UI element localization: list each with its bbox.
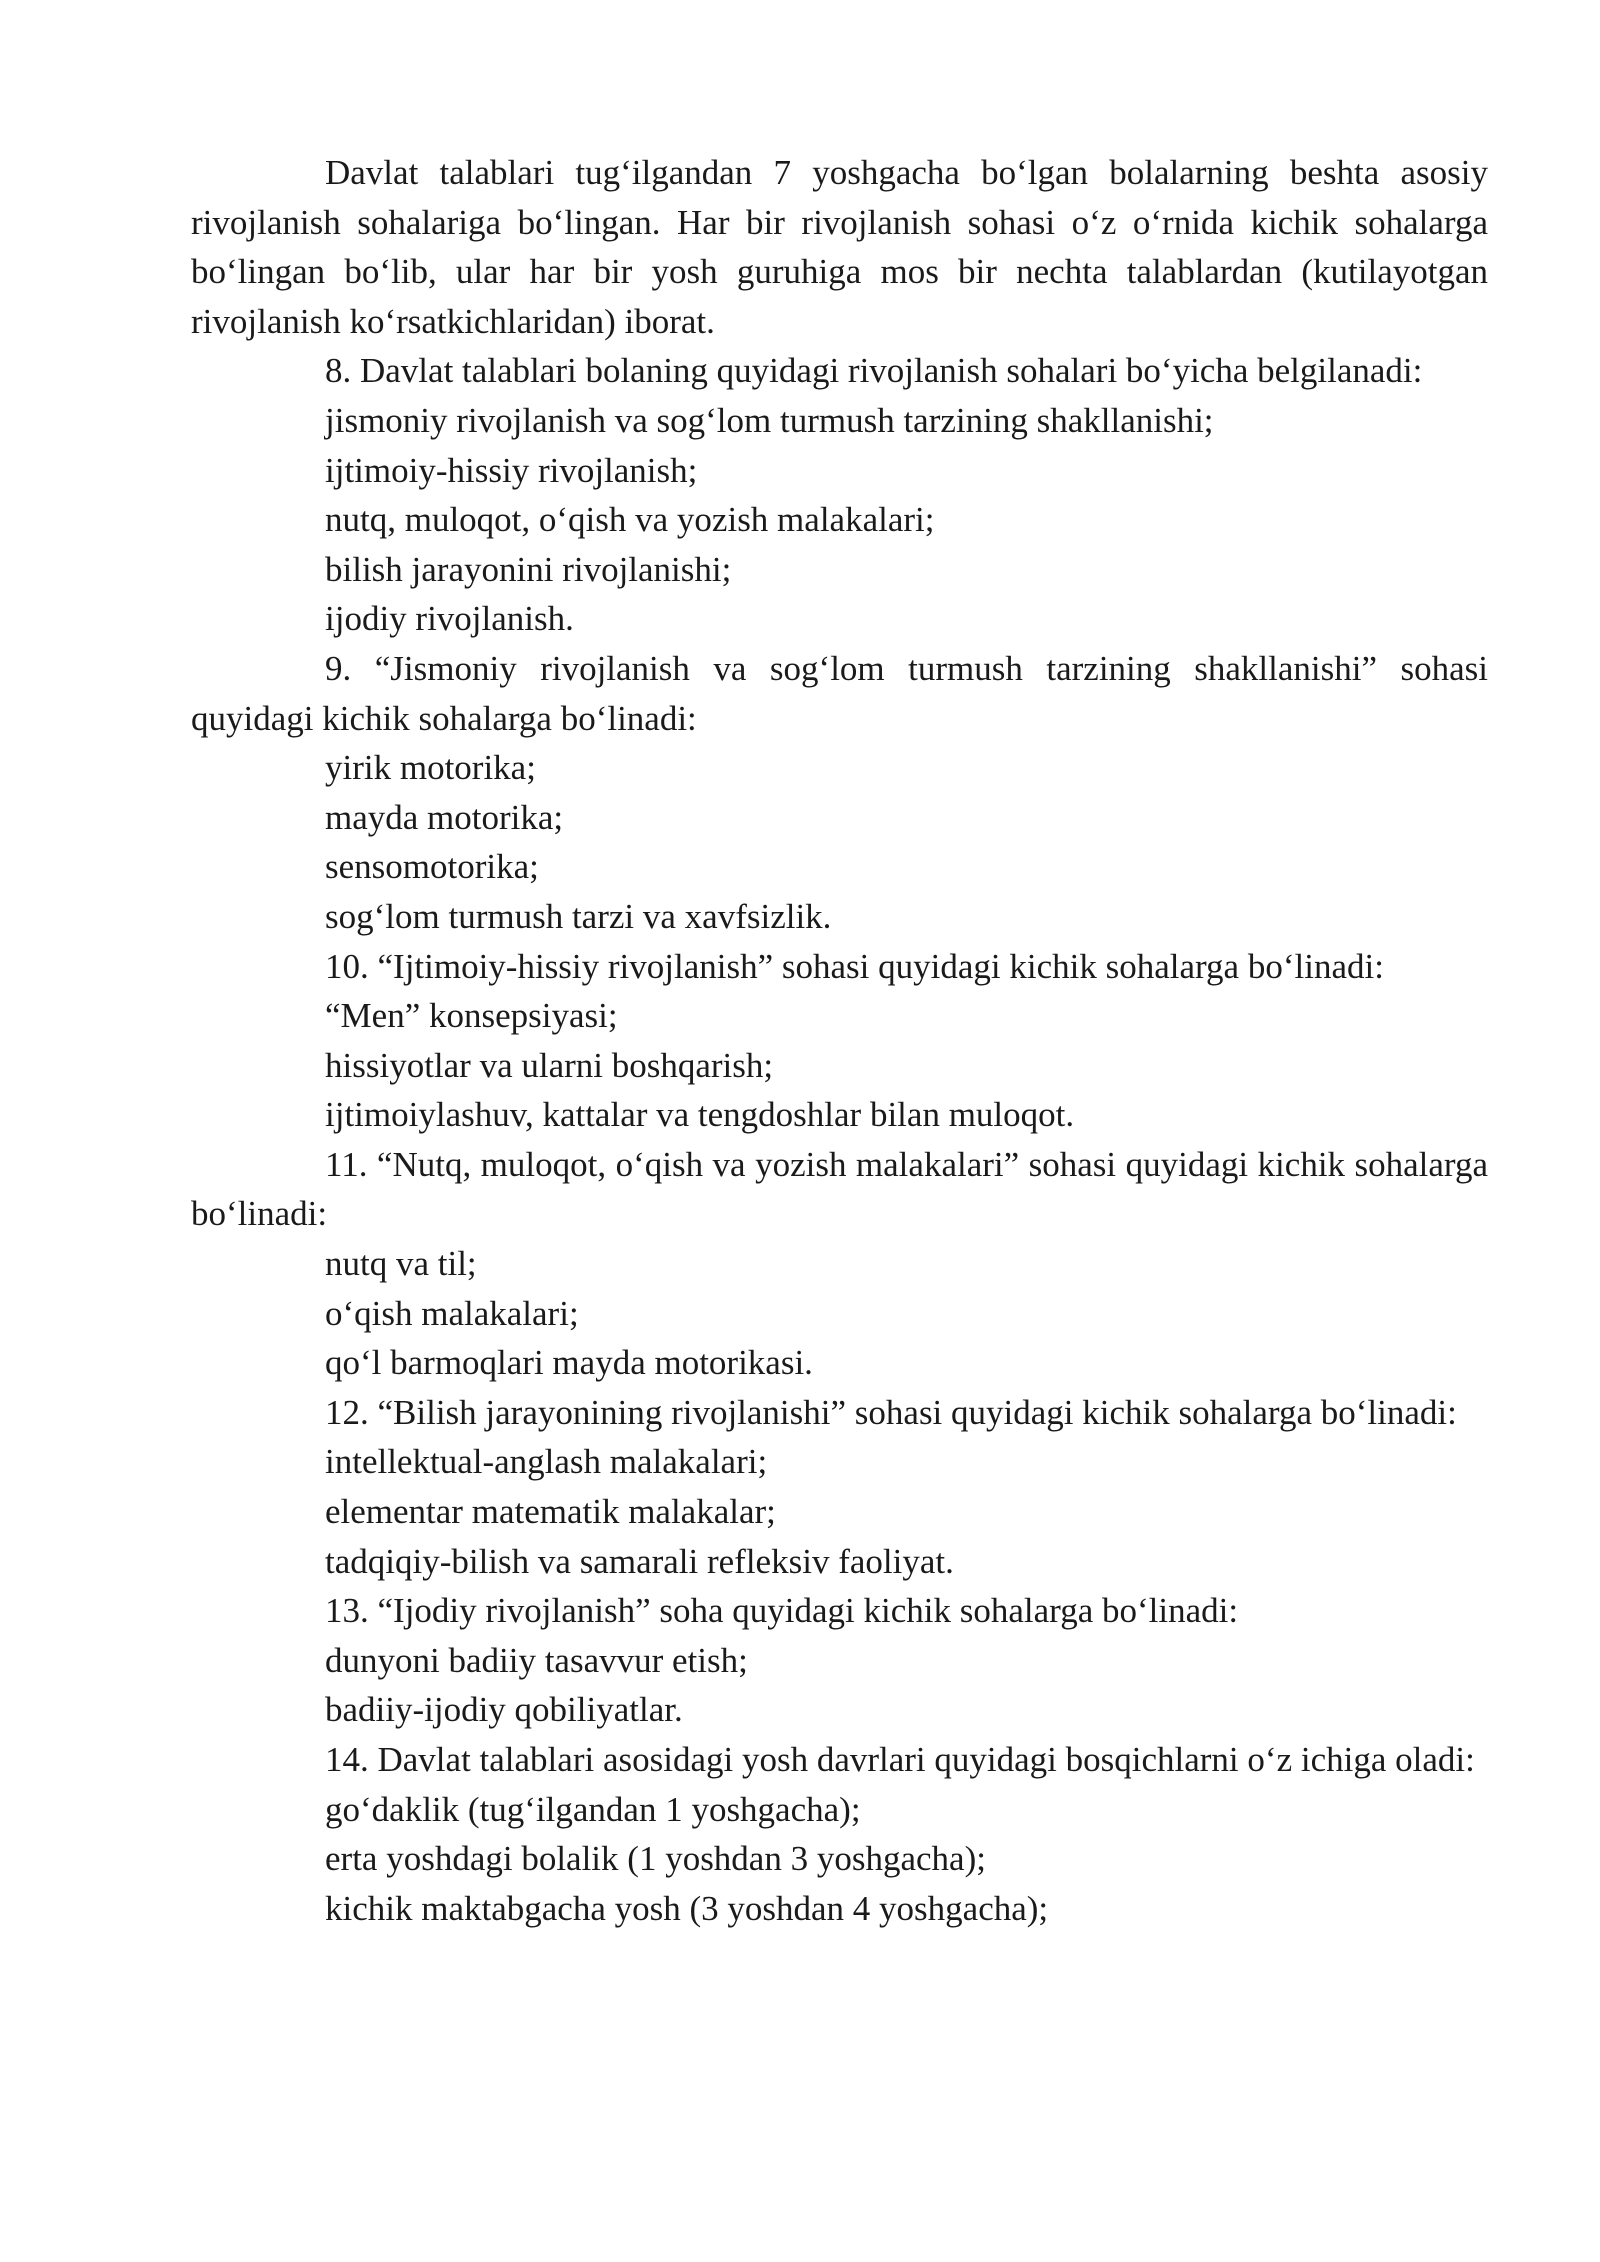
paragraph-item-8: 8. Davlat talablari bolaning quyidagi rivojlanish sohalari bo‘yicha belgilanadi:: [325, 351, 1423, 391]
list-item: ijtimoiylashuv, kattalar va tengdoshlar bilan muloqot.: [325, 1095, 1075, 1135]
list-item: o‘qish malakalari;: [325, 1293, 579, 1333]
paragraph-item-13: 13. “Ijodiy rivojlanish” soha quyidagi kichik sohalarga bo‘linadi:: [325, 1591, 1239, 1631]
list-item: erta yoshdagi bolalik (1 yoshdan 3 yoshgacha);: [325, 1839, 986, 1879]
list-item: kichik maktabgacha yosh (3 yoshdan 4 yoshgacha);: [325, 1888, 1049, 1928]
list-item: elementar matematik malakalar;: [325, 1492, 776, 1532]
list-item: bilish jarayonini rivojlanishi;: [325, 549, 732, 589]
list-item: “Men” konsepsiyasi;: [325, 996, 618, 1036]
list-item: dunyoni badiiy tasavvur etish;: [325, 1640, 748, 1680]
document-body: [191, 148, 1488, 1933]
paragraph-item-10: 10. “Ijtimoiy-hissiy rivojlanish” sohasi quyidagi kichik sohalarga bo‘linadi:: [325, 946, 1384, 986]
list-item: jismoniy rivojlanish va sog‘lom turmush tarzining shakllanishi;: [325, 400, 1214, 440]
list-item: nutq va til;: [325, 1244, 477, 1284]
list-item: nutq, muloqot, o‘qish va yozish malakalari;: [325, 500, 935, 540]
list-item: mayda motorika;: [325, 797, 564, 837]
list-item: yirik motorika;: [325, 748, 536, 788]
paragraph-item-14: 14. Davlat talablari asosidagi yosh davrlari quyidagi bosqichlarni o‘z ichiga oladi:: [325, 1740, 1475, 1779]
list-item: hissiyotlar va ularni boshqarish;: [325, 1045, 774, 1085]
list-item: go‘daklik (tug‘ilgandan 1 yoshgacha);: [325, 1789, 861, 1829]
list-item: badiiy-ijodiy qobiliyatlar.: [325, 1690, 683, 1730]
paragraph-intro: Davlat talablari tug‘ilgandan 7 yoshgacha bo‘lgan bolalarning beshta asosiy rivojlanish sohalariga bo‘lingan. Har bir rivojlanish sohasi o‘z o‘rnida kichik sohalarga bo‘lingan bo‘lib, ular har bir yosh guruhiga mos bir nechta talablardan (kutilayotgan rivojlanish ko‘rsatkichlaridan) iborat.: [191, 153, 1488, 341]
list-item: intellektual-anglash malakalari;: [325, 1442, 768, 1482]
paragraph-item-9: 9. “Jismoniy rivojlanish va sog‘lom turmush tarzining shakllanishi” sohasi quyidagi kichik sohalarga bo‘linadi:: [191, 648, 1488, 738]
list-item: tadqiqiy-bilish va samarali refleksiv faoliyat.: [325, 1541, 954, 1581]
paragraph-item-12: 12. “Bilish jarayonining rivojlanishi” sohasi quyidagi kichik sohalarga bo‘linadi:: [325, 1392, 1457, 1432]
list-item: ijtimoiy-hissiy rivojlanish;: [325, 450, 698, 490]
list-item: ijodiy rivojlanish.: [325, 599, 574, 639]
list-item: sog‘lom turmush tarzi va xavfsizlik.: [325, 896, 832, 936]
list-item: qo‘l barmoqlari mayda motorikasi.: [325, 1343, 813, 1383]
list-item: sensomotorika;: [325, 847, 539, 887]
paragraph-item-11: 11. “Nutq, muloqot, o‘qish va yozish malakalari” sohasi quyidagi kichik sohalarga bo‘linadi:: [191, 1144, 1488, 1234]
